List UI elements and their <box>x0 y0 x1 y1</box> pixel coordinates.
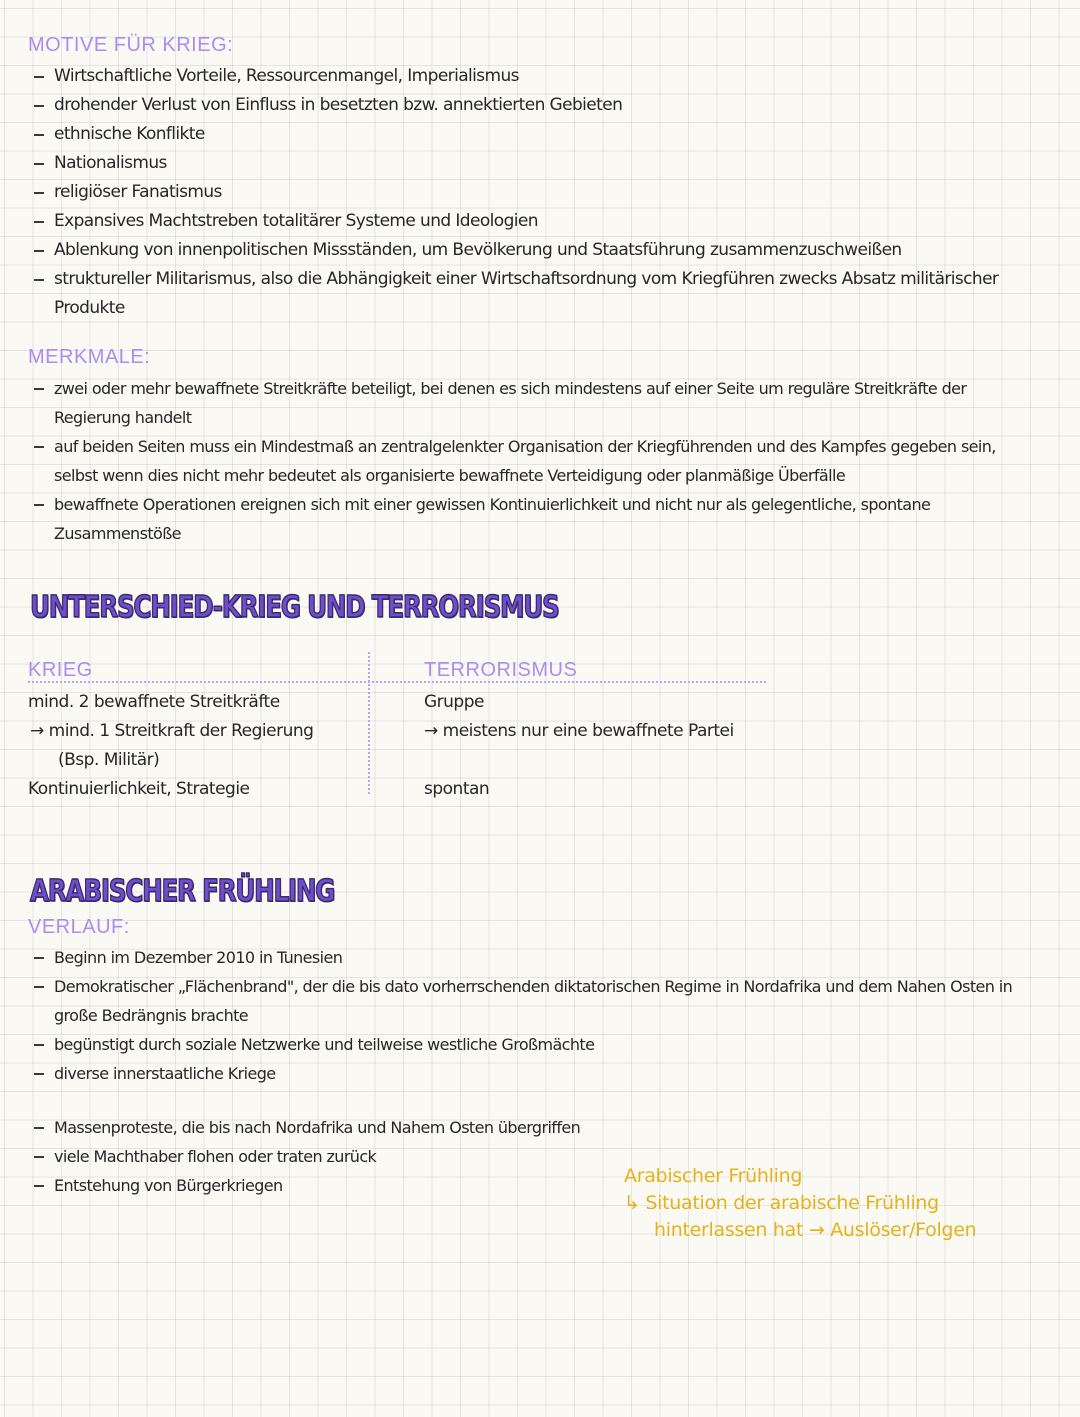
list-item: auf beiden Seiten muss ein Mindestmaß an zentralgelenkter Organisation der Kriegführenden und des Kampfes gegeben sein, selbst wenn dies nicht mehr bedeutet als organisierte bewaffnete Verteidigung oder planmäßige Überfälle <box>30 432 1040 490</box>
list-item: Ablenkung von innenpolitischen Missständen, um Bevölkerung und Staatsführung zusammenzuschweißen <box>30 236 1050 265</box>
terror-column <box>424 688 734 804</box>
krieg-column-header: KRIEG <box>28 659 93 681</box>
krieg-column <box>28 688 313 804</box>
table-cell: (Bsp. Militär) <box>58 750 160 770</box>
list-item: Massenproteste, die bis nach Nordafrika und Nahem Osten übergriffen <box>30 1113 650 1142</box>
note-title: Arabischer Frühling <box>624 1165 803 1187</box>
list-item: Entstehung von Bürgerkriegen <box>30 1171 650 1200</box>
table-cell: mind. 2 bewaffnete Streitkräfte <box>28 692 280 712</box>
verlauf-list-1 <box>30 943 1030 1088</box>
table-column-divider <box>368 652 370 794</box>
table-cell: spontan <box>424 779 490 799</box>
arabisch-heading: ARABISCHER FRÜHLING <box>30 874 335 909</box>
list-item: Wirtschaftliche Vorteile, Ressourcenmangel, Imperialismus <box>30 62 1050 91</box>
table-cell: Gruppe <box>424 692 484 712</box>
list-item: ethnische Konflikte <box>30 120 1050 149</box>
motive-heading: MOTIVE FÜR KRIEG: <box>28 34 234 56</box>
table-cell <box>424 746 734 775</box>
table-header-divider <box>28 681 766 683</box>
list-item: struktureller Militarismus, also die Abhängigkeit einer Wirtschaftsordnung vom Kriegführen zwecks Absatz militärischer Produkte <box>30 265 1014 323</box>
list-item: bewaffnete Operationen ereignen sich mit einer gewissen Kontinuierlichkeit und nicht nur als gelegentliche, spontane Zusammenstöße <box>30 490 1040 548</box>
list-item: Beginn im Dezember 2010 in Tunesien <box>30 943 1030 972</box>
list-item: viele Machthaber flohen oder traten zurück <box>30 1142 650 1171</box>
list-item: Expansives Machtstreben totalitärer Systeme und Ideologien <box>30 207 1050 236</box>
note-line: hinterlassen hat → Auslöser/Folgen <box>654 1219 977 1241</box>
table-cell: → mind. 1 Streitkraft der Regierung <box>30 721 314 741</box>
list-item: diverse innerstaatliche Kriege <box>30 1059 1030 1088</box>
verlauf-list-2 <box>30 1113 650 1200</box>
merkmale-heading: MERKMALE: <box>28 346 151 368</box>
list-item: drohender Verlust von Einfluss in besetzten bzw. annektierten Gebieten <box>30 91 1050 120</box>
list-item: Demokratischer „Flächenbrand", der die bis dato vorherrschenden diktatorischen Regime in Nordafrika und dem Nahen Osten in große Bedrängnis brachte <box>30 972 1030 1030</box>
merkmale-list <box>30 374 1040 548</box>
table-cell: Kontinuierlichkeit, Strategie <box>28 779 250 799</box>
list-item: Nationalismus <box>30 149 1050 178</box>
yellow-side-note <box>624 1163 1064 1244</box>
list-item: religiöser Fanatismus <box>30 178 1050 207</box>
list-item: begünstigt durch soziale Netzwerke und teilweise westliche Großmächte <box>30 1030 1030 1059</box>
note-line: ↳ Situation der arabische Frühling <box>624 1192 939 1214</box>
verlauf-heading: VERLAUF: <box>28 916 130 938</box>
list-item: zwei oder mehr bewaffnete Streitkräfte beteiligt, bei denen es sich mindestens auf einer Seite um reguläre Streitkräfte der Regierung handelt <box>30 374 1040 432</box>
unterschied-heading: UNTERSCHIED-KRIEG UND TERRORISMUS <box>30 590 559 625</box>
table-cell: → meistens nur eine bewaffnete Partei <box>424 721 734 741</box>
motive-list <box>30 62 1050 323</box>
terror-column-header: TERRORISMUS <box>424 659 578 681</box>
